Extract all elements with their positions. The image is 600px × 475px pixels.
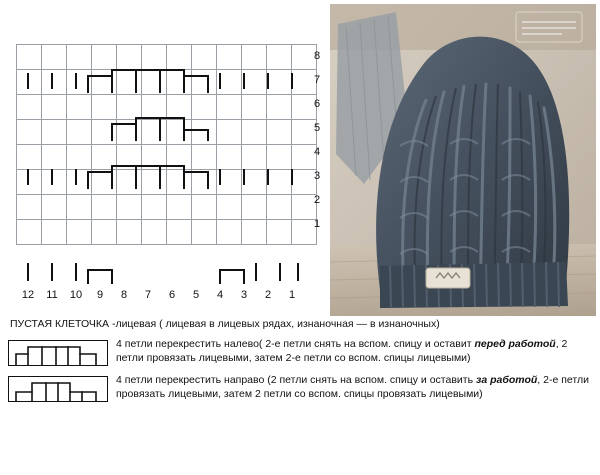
chart-column-label: 1: [288, 289, 296, 301]
chart-row-label: 6: [314, 98, 321, 110]
chart-column-label: 10: [69, 289, 83, 301]
chart-row-label: 2: [314, 194, 321, 206]
legend-item-text: 4 петли перекрестить направо (2 петли снять на вспом. спицу и оставить за работой, 2-е петли провязать лицевыми, затем 2 петли со вспом. спицы провязать лицевыми): [116, 374, 589, 400]
knitting-chart: [8, 30, 326, 310]
chart-column-label: 12: [21, 289, 35, 301]
chart-row-label: 3: [314, 170, 321, 182]
chart-column-labels: [16, 285, 304, 303]
legend: [8, 318, 594, 410]
chart-column-label: 3: [240, 289, 248, 301]
chart-row-label: 7: [314, 74, 321, 86]
knitted-hat-photo: [330, 4, 596, 316]
cable-right-4st-symbol: [8, 376, 108, 402]
chart-column-label: 5: [192, 289, 200, 301]
chart-column-label: 9: [96, 289, 104, 301]
legend-item: [8, 338, 594, 366]
chart-column-label: 7: [144, 289, 152, 301]
chart-row-label: 1: [314, 218, 321, 230]
chart-column-label: 2: [264, 289, 272, 301]
chart-column-label: 6: [168, 289, 176, 301]
cable-left-4st-symbol: [8, 340, 108, 366]
legend-main-note: ПУСТАЯ КЛЕТОЧКА -лицевая ( лицевая в лицевых рядах, изнаночная — в изнаночных): [10, 318, 440, 330]
chart-row-label: 4: [314, 146, 321, 158]
chart-column-label: 4: [216, 289, 224, 301]
chart-row-label: 8: [314, 50, 321, 62]
chart-column-label: 8: [120, 289, 128, 301]
chart-symbol-overlay: [16, 44, 304, 284]
legend-item: [8, 374, 594, 402]
legend-item-text: 4 петли перекрестить налево( 2-е петли снять на вспом. спицу и оставит перед работой, 2 петли провязать лицевыми, затем 2-е петли со вспом. спицы лицевыми): [116, 338, 568, 364]
chart-row-label: 5: [314, 122, 321, 134]
chart-column-label: 11: [46, 289, 58, 301]
